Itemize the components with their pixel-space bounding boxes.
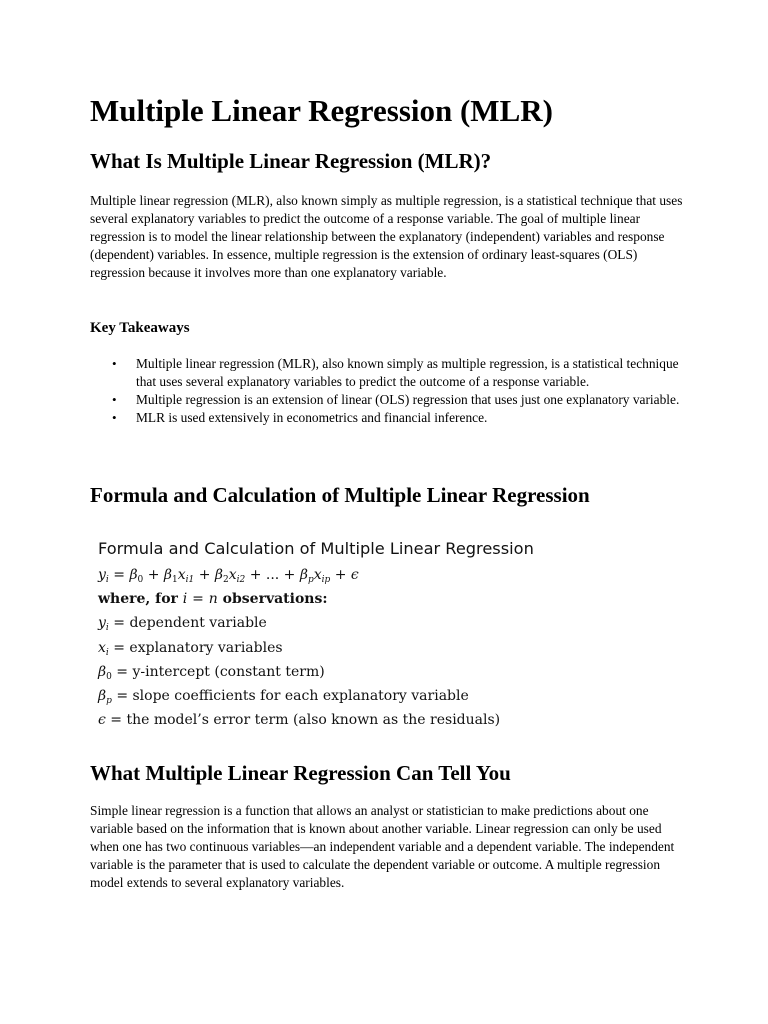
section-heading-what-is-mlr: What Is Multiple Linear Regression (MLR)? bbox=[90, 149, 492, 173]
section-heading-what-it-tells: What Multiple Linear Regression Can Tell You bbox=[90, 761, 511, 785]
definition-dependent: $y_i$ = dependent variable bbox=[98, 615, 267, 634]
formula-image bbox=[98, 537, 558, 732]
list-item bbox=[90, 409, 690, 427]
key-takeaways-list bbox=[90, 355, 690, 427]
section-heading-formula: Formula and Calculation of Multiple Linear Regression bbox=[90, 483, 590, 507]
bullet-icon: • bbox=[112, 356, 117, 371]
list-item bbox=[90, 355, 690, 391]
key-takeaways-heading: Key Takeaways bbox=[90, 320, 190, 336]
where-clause: where, for i = n observations: bbox=[98, 591, 328, 608]
list-item-text: MLR is used extensively in econometrics and financial inference. bbox=[136, 410, 488, 425]
definition-intercept: $\beta_0$ = y-intercept (constant term) bbox=[98, 663, 325, 682]
intro-paragraph: Multiple linear regression (MLR), also known simply as multiple regression, is a statistical technique that uses several explanatory variables to predict the outcome of a response variable. The goal of multiple linear regression is to model the linear relationship between the explanatory (independent) variables and response (dependent) variables. In essence, multiple regression is the extension of ordinary least-squares (OLS) regression because it involves more than one explanatory variable. bbox=[90, 193, 683, 280]
simple-regression-paragraph: Simple linear regression is a function that allows an analyst or statistician to make predictions about one variable based on the information that is known about another variable. Linear regression can only be used when one has two continuous variables—an independent variable and a dependent variable. The independent variable is the parameter that is used to calculate the dependent variable or outcome. A multiple regression model extends to several explanatory variables. bbox=[90, 803, 675, 890]
definition-error: ϵ = the model’s error term (also known as the residuals) bbox=[98, 712, 501, 729]
regression-equation: $y_i = \beta_0 + \beta_1x_{i1} + \beta_2x_{i2}$ + ... + $\beta_px_{ip} + \epsilon$ bbox=[98, 567, 359, 585]
list-item-text: Multiple linear regression (MLR), also known simply as multiple regression, is a statistical technique that uses several explanatory variables to predict the outcome of a response variable. bbox=[136, 356, 679, 389]
list-item bbox=[90, 391, 690, 409]
definition-slope: $\beta_p$ = slope coefficients for each explanatory variable bbox=[98, 688, 469, 707]
definition-explanatory: $x_i$ = explanatory variables bbox=[98, 639, 283, 658]
bullet-icon: • bbox=[112, 392, 117, 407]
page-title: Multiple Linear Regression (MLR) bbox=[90, 93, 553, 128]
list-item-text: Multiple regression is an extension of linear (OLS) regression that uses just one explanatory variable. bbox=[136, 392, 680, 407]
formula-image-heading: Formula and Calculation of Multiple Linear Regression bbox=[98, 539, 534, 558]
bullet-icon: • bbox=[112, 410, 117, 425]
